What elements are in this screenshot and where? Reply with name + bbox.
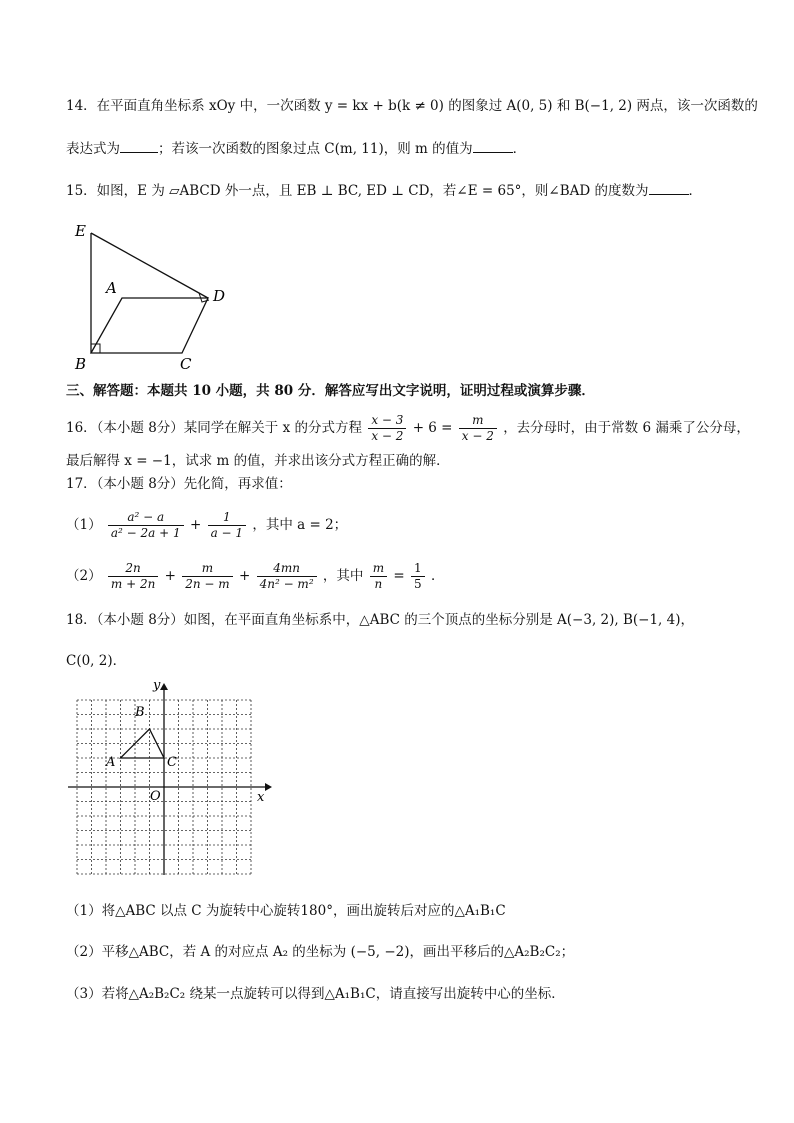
q17-p2-f3-num: 4mn <box>257 561 317 577</box>
q17-p2-f3-den: 4n² − m² <box>259 577 314 591</box>
q17-p2-plus2: + <box>238 568 251 584</box>
q14-blank-2[interactable] <box>473 140 513 153</box>
q17-title-text: 17．（本小题 8分）先化简，再求值： <box>66 476 292 492</box>
q17-p1-fraction-1 <box>108 510 184 541</box>
label-x: x <box>257 790 265 805</box>
q17-p2-f2-num: m <box>182 561 232 577</box>
q14-text-1: 14．在平面直角坐标系 xOy 中，一次函数 y = kx + b(k ≠ 0) 的图象过 A(0, 5) 和 B(−1, 2) 两点，该一次函数的 <box>66 98 758 114</box>
q16-plus6: + 6 = <box>412 420 453 436</box>
q15-blank[interactable] <box>649 182 689 195</box>
q17-p1-cond: ，其中 a = 2； <box>252 517 348 533</box>
q18-sub1-text: （1）将△ABC 以点 C 为旋转中心旋转180°，画出旋转后对应的△A₁B₁C <box>66 903 506 919</box>
q17-p2-v-den: 5 <box>414 577 422 591</box>
q16-fraction-2 <box>459 413 497 444</box>
q17-part1 <box>66 505 347 545</box>
q18-line1-text: 18．（本小题 8分）如图，在平面直角坐标系中，△ABC 的三个顶点的坐标分别是 A(−3, 2), B(−1, 4)， <box>66 612 694 628</box>
label-B-grid: B <box>135 705 145 720</box>
q17-p1-f1-num: a² − a <box>108 510 184 526</box>
q18-sub1 <box>66 902 506 920</box>
q17-p1-label: （1） <box>66 517 102 533</box>
q17-title <box>66 475 292 493</box>
q16-f2-den: x − 2 <box>461 429 494 443</box>
q17-p2-eq: = <box>393 568 405 584</box>
q17-p2-f1-num: 2n <box>108 561 158 577</box>
q18-sub3-text: （3）若将△A₂B₂C₂ 绕某一点旋转可以得到△A₁B₁C，请直接写出旋转中心的坐标． <box>66 986 565 1002</box>
q15-parallelogram-figure <box>66 218 246 373</box>
q18-line2-text: C(0, 2)． <box>66 653 127 669</box>
label-O: O <box>150 789 161 804</box>
q14-text-2b: ；若该一次函数的图象过点 C(m, 11)，则 m 的值为 <box>158 141 473 157</box>
q17-p2-v-num: 1 <box>411 561 425 577</box>
q18-line2 <box>66 652 126 670</box>
q17-p2-fraction-3 <box>257 561 317 592</box>
q15-text: 15．如图，E 为 ▱ABCD 外一点，且 EB ⊥ BC, ED ⊥ CD，若∠E = 65°，则∠BAD 的度数为 <box>66 183 649 199</box>
q14-line1 <box>66 97 758 115</box>
q16-post: ，去分母时，由于常数 6 漏乘了公分母， <box>503 420 750 436</box>
label-B: B <box>75 355 87 373</box>
q15-end: ． <box>688 183 703 199</box>
q17-part2 <box>66 556 444 596</box>
q17-p1-f1-den: a² − 2a + 1 <box>110 526 181 540</box>
q17-p2-value-fraction <box>411 561 425 592</box>
q17-p1-fraction-2 <box>208 510 246 541</box>
q17-p1-f2-den: a − 1 <box>210 526 244 540</box>
q18-sub2 <box>66 943 574 961</box>
label-C-grid: C <box>167 755 177 770</box>
q16-fraction-1 <box>368 413 406 444</box>
q17-p2-plus1: + <box>164 568 176 584</box>
q18-coordinate-grid <box>60 680 280 880</box>
label-A: A <box>106 279 117 297</box>
label-A-grid: A <box>106 755 116 770</box>
q16-f1-num: x − 3 <box>368 413 406 429</box>
label-E: E <box>75 222 86 240</box>
y-axis-arrow <box>160 683 168 690</box>
parallelogram-ABCD <box>91 298 208 353</box>
q16-pre: 16．（本小题 8分）某同学在解关于 x 的分式方程 <box>66 420 363 436</box>
q17-p2-f1-den: m + 2n <box>110 577 156 591</box>
q17-p2-fraction-1 <box>108 561 158 592</box>
q18-line1 <box>66 611 694 629</box>
q14-text-2a: 表达式为 <box>66 141 120 157</box>
q14-line2 <box>66 140 526 158</box>
label-C: C <box>180 355 192 373</box>
q14-blank-1[interactable] <box>120 140 158 153</box>
q16-line2 <box>66 452 450 470</box>
q17-p2-cond: ，其中 <box>322 568 364 584</box>
q16-line2-text: 最后解得 x = −1，试求 m 的值，并求出该分式方程正确的解． <box>66 453 450 469</box>
q17-p1-plus: + <box>189 517 202 533</box>
q18-sub3 <box>66 985 565 1003</box>
section3-title-text: 三、解答题：本题共 10 小题，共 80 分．解答应写出文字说明，证明过程或演算步骤． <box>66 383 595 399</box>
q17-p2-f2-den: 2n − m <box>185 577 230 591</box>
q15-line <box>66 182 702 200</box>
q16-f2-num: m <box>459 413 497 429</box>
q17-p2-c-num: m <box>370 561 387 577</box>
x-axis-arrow <box>265 783 272 791</box>
q18-sub2-text: （2）平移△ABC，若 A 的对应点 A₂ 的坐标为 (−5, −2)，画出平移后的△A₂B₂C₂； <box>66 944 575 960</box>
q17-p2-cond-fraction <box>370 561 387 592</box>
label-y: y <box>153 680 161 693</box>
q14-text-2c: ． <box>512 141 527 157</box>
q17-p2-end: ． <box>430 568 445 584</box>
q17-p2-label: （2） <box>66 568 102 584</box>
q17-p2-c-den: n <box>374 577 383 591</box>
label-D: D <box>213 287 226 305</box>
q17-p2-fraction-2 <box>182 561 232 592</box>
q16-line1 <box>66 408 750 448</box>
section3-title <box>66 382 595 400</box>
q17-p1-f2-num: 1 <box>208 510 246 526</box>
q16-f1-den: x − 2 <box>371 429 404 443</box>
